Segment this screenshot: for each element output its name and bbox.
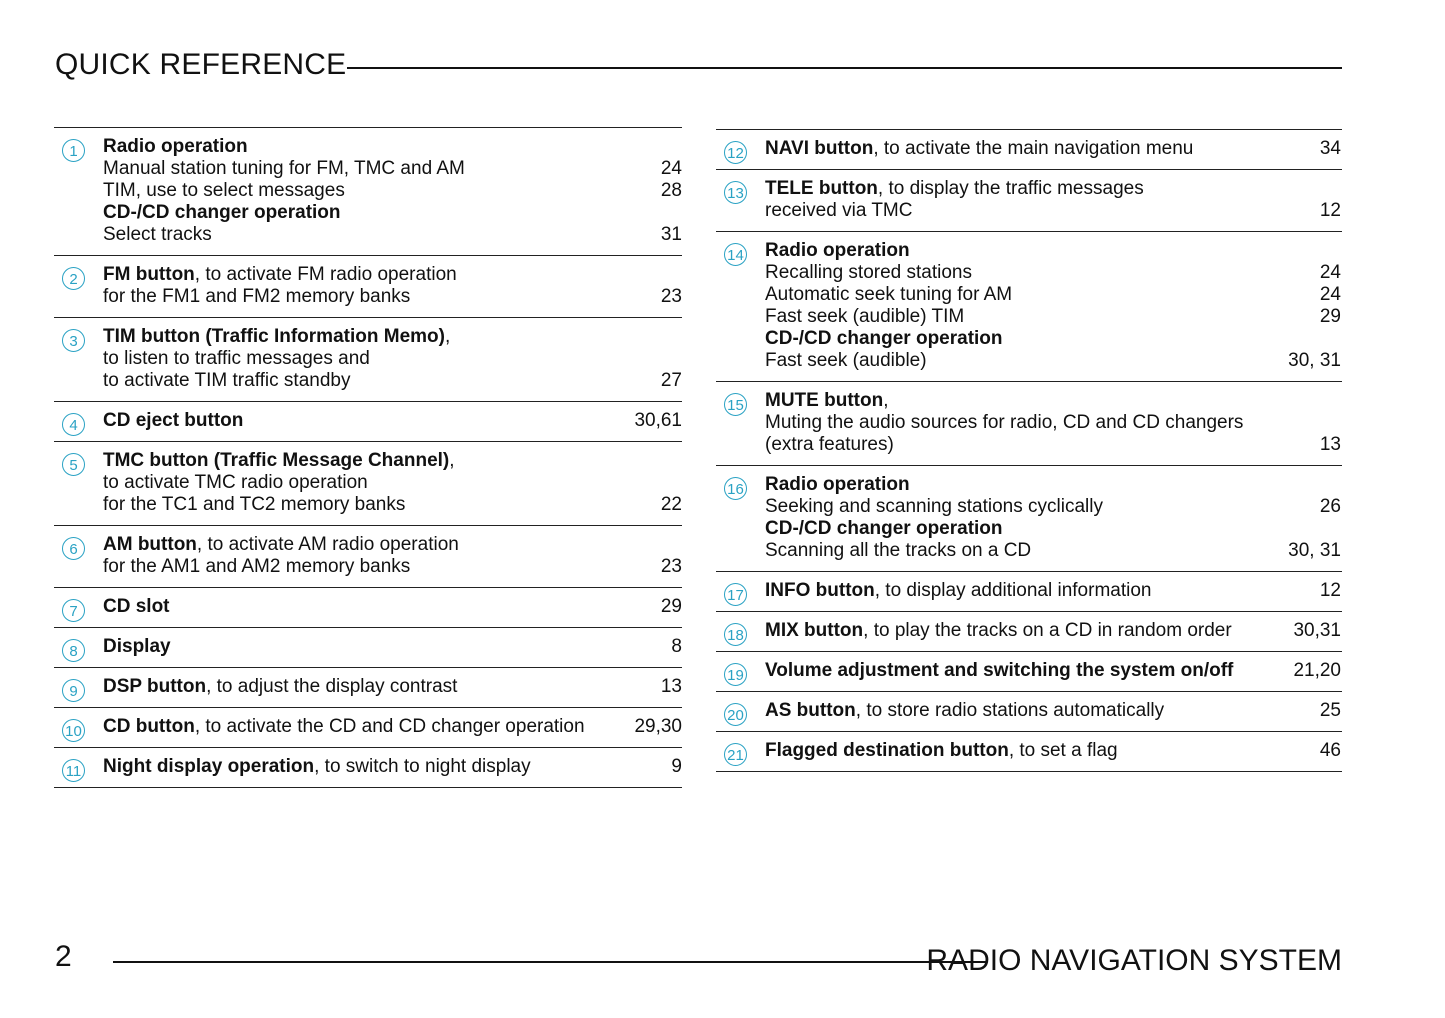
entry-description: , to display additional information [874, 580, 1152, 601]
entry-text [765, 620, 1279, 642]
entry-text [765, 200, 1306, 222]
entry-text [103, 450, 668, 472]
page-reference: 22 [660, 494, 682, 515]
page-reference: 21,20 [1293, 660, 1341, 681]
page-reference: 24 [660, 158, 682, 179]
entry-text [765, 660, 1279, 682]
item-number-badge: 2 [62, 267, 85, 290]
entry-bold-label: NAVI button [765, 138, 874, 159]
entry-text [103, 180, 647, 202]
entry-line [103, 534, 682, 556]
entry-line [103, 136, 682, 158]
entry-lines [765, 178, 1342, 222]
entry-bold-label: Display [103, 636, 171, 657]
entry-text [103, 756, 657, 778]
reference-entry [54, 256, 682, 318]
page-reference: 12 [1319, 580, 1341, 601]
entry-bold-label: MUTE button [765, 390, 884, 411]
entry-text [103, 596, 647, 618]
page-reference: 29 [1319, 306, 1341, 327]
entry-line [103, 716, 682, 738]
entry-text [103, 472, 668, 494]
item-number-badge: 7 [62, 599, 85, 622]
reference-entry [716, 170, 1342, 232]
entry-text [103, 676, 647, 698]
entry-line [765, 434, 1342, 456]
entry-line [103, 326, 682, 348]
entry-text [765, 178, 1327, 200]
entry-text [765, 740, 1306, 762]
reference-entry [54, 526, 682, 588]
item-number-badge: 1 [62, 139, 85, 162]
entry-line [103, 556, 682, 578]
entry-lines [103, 410, 682, 432]
entry-line [765, 138, 1342, 160]
reference-entry [716, 130, 1342, 170]
entry-bold-label: CD button [103, 716, 195, 737]
entry-text [765, 328, 1327, 350]
footer-title: RADIO NAVIGATION SYSTEM [926, 944, 1342, 977]
page-reference: 25 [1319, 700, 1341, 721]
entry-line [103, 676, 682, 698]
entry-text [765, 540, 1274, 562]
reference-entry [54, 668, 682, 708]
entry-text [765, 434, 1306, 456]
entry-description: (extra features) [765, 434, 894, 455]
entry-text [103, 636, 657, 658]
reference-entry [716, 652, 1342, 692]
item-number-badge: 16 [724, 477, 747, 500]
entry-line [765, 474, 1342, 496]
entry-description: to listen to traffic messages and [103, 348, 370, 369]
entry-description: TIM, use to select messages [103, 180, 345, 201]
entry-text [765, 262, 1306, 284]
item-number-badge: 11 [62, 759, 85, 782]
entry-text [103, 224, 647, 246]
entry-description: Scanning all the tracks on a CD [765, 540, 1032, 561]
reference-entry [54, 708, 682, 748]
entry-description: for the FM1 and FM2 memory banks [103, 286, 411, 307]
item-number-badge: 20 [724, 703, 747, 726]
entry-bold-label: CD slot [103, 596, 170, 617]
entry-text [765, 284, 1306, 306]
page-footer [55, 938, 1342, 982]
entry-line [765, 540, 1342, 562]
item-number-badge: 9 [62, 679, 85, 702]
page-reference: 12 [1319, 200, 1341, 221]
page-title: QUICK REFERENCE [55, 48, 347, 81]
reference-entry [716, 572, 1342, 612]
page-reference: 30, 31 [1288, 540, 1341, 561]
reference-entry [716, 466, 1342, 572]
entry-text [103, 348, 668, 370]
entry-description: Fast seek (audible) TIM [765, 306, 965, 327]
right-reference-column [716, 129, 1342, 772]
header-rule [347, 67, 1342, 69]
item-number-badge: 8 [62, 639, 85, 662]
entry-bold-label: FM button [103, 264, 195, 285]
entry-line [103, 494, 682, 516]
reference-entry [716, 382, 1342, 466]
entry-line [103, 286, 682, 308]
entry-bold-label: TIM button (Traffic Information Memo) [103, 326, 445, 347]
entry-description: , to play the tracks on a CD in random order [863, 620, 1232, 641]
entry-bold-label: Radio operation [103, 136, 248, 157]
page-reference: 23 [660, 556, 682, 577]
page-reference: 9 [671, 756, 682, 777]
item-number-badge: 18 [724, 623, 747, 646]
entry-text [103, 534, 668, 556]
reference-entry [716, 232, 1342, 382]
entry-text [765, 412, 1327, 434]
page-reference: 28 [660, 180, 682, 201]
entry-line [765, 350, 1342, 372]
entry-text [103, 202, 668, 224]
entry-line [103, 636, 682, 658]
entry-text [765, 474, 1327, 496]
entry-line [103, 180, 682, 202]
entry-line [765, 660, 1342, 682]
entry-text [103, 556, 647, 578]
reference-entry [54, 402, 682, 442]
entry-text [765, 306, 1306, 328]
entry-text [765, 390, 1327, 412]
item-number-badge: 4 [62, 413, 85, 436]
entry-line [103, 370, 682, 392]
reference-entry [54, 442, 682, 526]
entry-lines [103, 264, 682, 308]
entry-bold-label: DSP button [103, 676, 207, 697]
item-number-badge: 12 [724, 141, 747, 164]
item-number-badge: 14 [724, 243, 747, 266]
item-number-badge: 17 [724, 583, 747, 606]
entry-description: , [444, 326, 451, 347]
entry-lines [765, 660, 1342, 682]
entry-lines [103, 756, 682, 778]
page-reference: 30, 31 [1288, 350, 1341, 371]
page-number: 2 [55, 940, 72, 973]
entry-bold-label: AS button [765, 700, 856, 721]
entry-lines [765, 138, 1342, 160]
entry-description: , [883, 390, 889, 411]
entry-description: , to activate FM radio operation [194, 264, 457, 285]
entry-lines [103, 636, 682, 658]
entry-description: to activate TIM traffic standby [103, 370, 351, 391]
entry-lines [765, 390, 1342, 456]
entry-text [765, 518, 1327, 540]
entry-text [765, 138, 1306, 160]
page-reference: 29 [660, 596, 682, 617]
entry-line [765, 240, 1342, 262]
entry-line [765, 700, 1342, 722]
page-reference: 29,30 [634, 716, 682, 737]
entry-text [103, 286, 647, 308]
entry-lines [765, 240, 1342, 372]
entry-lines [103, 534, 682, 578]
entry-line [103, 410, 682, 432]
entry-text [765, 496, 1306, 518]
page-reference: 13 [660, 676, 682, 697]
item-number-badge: 15 [724, 393, 747, 416]
page-reference: 26 [1319, 496, 1341, 517]
entry-line [765, 200, 1342, 222]
entry-description: Recalling stored stations [765, 262, 972, 283]
entry-lines [103, 136, 682, 246]
page-reference: 30,31 [1293, 620, 1341, 641]
page-header [55, 46, 1342, 86]
reference-entry [54, 748, 682, 788]
entry-description: Seeking and scanning stations cyclically [765, 496, 1103, 517]
reference-entry [54, 318, 682, 402]
entry-description: , to set a flag [1008, 740, 1118, 761]
entry-line [103, 202, 682, 224]
entry-line [103, 158, 682, 180]
entry-line [765, 390, 1342, 412]
footer-rule [113, 961, 986, 963]
entry-description: for the TC1 and TC2 memory banks [103, 494, 406, 515]
entry-description: , to activate AM radio operation [196, 534, 459, 555]
entry-lines [103, 596, 682, 618]
entry-text [103, 326, 668, 348]
entry-bold-label: TELE button [765, 178, 878, 199]
entry-line [765, 306, 1342, 328]
entry-bold-label: CD-/CD changer operation [765, 518, 1003, 539]
entry-bold-label: Night display operation [103, 756, 315, 777]
entry-text [103, 410, 620, 432]
entry-bold-label: MIX button [765, 620, 864, 641]
entry-lines [103, 716, 682, 738]
item-number-badge: 6 [62, 537, 85, 560]
entry-line [103, 224, 682, 246]
entry-description: Select tracks [103, 224, 212, 245]
item-number-badge: 10 [62, 719, 85, 742]
entry-bold-label: CD eject button [103, 410, 244, 431]
entry-lines [765, 474, 1342, 562]
entry-lines [765, 620, 1342, 642]
entry-description: , to activate the main navigation menu [873, 138, 1194, 159]
entry-lines [103, 326, 682, 392]
item-number-badge: 5 [62, 453, 85, 476]
entry-bold-label: CD-/CD changer operation [765, 328, 1003, 349]
entry-description: Fast seek (audible) [765, 350, 927, 371]
entry-bold-label: CD-/CD changer operation [103, 202, 341, 223]
entry-text [765, 240, 1327, 262]
entry-description: , to display the traffic messages [877, 178, 1144, 199]
entry-line [765, 620, 1342, 642]
entry-lines [103, 676, 682, 698]
item-number-badge: 21 [724, 743, 747, 766]
entry-line [103, 264, 682, 286]
entry-description: , to store radio stations automatically [855, 700, 1165, 721]
reference-entry [54, 588, 682, 628]
entry-bold-label: Flagged destination button [765, 740, 1009, 761]
reference-entry [716, 612, 1342, 652]
page-reference: 27 [660, 370, 682, 391]
page-reference: 31 [660, 224, 682, 245]
item-number-badge: 13 [724, 181, 747, 204]
entry-line [765, 496, 1342, 518]
entry-description: for the AM1 and AM2 memory banks [103, 556, 411, 577]
entry-line [765, 518, 1342, 540]
item-number-badge: 3 [62, 329, 85, 352]
page-reference: 24 [1319, 262, 1341, 283]
entry-line [103, 450, 682, 472]
entry-description: , to adjust the display contrast [206, 676, 458, 697]
page-reference: 34 [1319, 138, 1341, 159]
entry-line [765, 580, 1342, 602]
entry-bold-label: Radio operation [765, 240, 910, 261]
entry-lines [765, 580, 1342, 602]
entry-lines [765, 740, 1342, 762]
entry-text [103, 370, 647, 392]
entry-line [103, 348, 682, 370]
entry-text [765, 700, 1306, 722]
item-number-badge: 19 [724, 663, 747, 686]
page-reference: 23 [660, 286, 682, 307]
entry-line [765, 328, 1342, 350]
reference-entry [716, 732, 1342, 772]
entry-line [103, 756, 682, 778]
reference-entry [716, 692, 1342, 732]
entry-line [765, 740, 1342, 762]
entry-line [765, 178, 1342, 200]
entry-text [765, 350, 1274, 372]
entry-description: , [449, 450, 455, 471]
page-reference: 24 [1319, 284, 1341, 305]
entry-description: , to switch to night display [314, 756, 531, 777]
reference-entry [54, 628, 682, 668]
entry-description: , to activate the CD and CD changer operation [194, 716, 585, 737]
page-reference: 30,61 [634, 410, 682, 431]
entry-description: Muting the audio sources for radio, CD and CD changers [765, 412, 1244, 433]
entry-line [103, 472, 682, 494]
entry-description: to activate TMC radio operation [103, 472, 368, 493]
entry-text [765, 580, 1306, 602]
page-reference: 46 [1319, 740, 1341, 761]
entry-description: received via TMC [765, 200, 913, 221]
entry-text [103, 136, 668, 158]
entry-line [765, 284, 1342, 306]
entry-bold-label: INFO button [765, 580, 875, 601]
entry-line [765, 262, 1342, 284]
entry-bold-label: Volume adjustment and switching the system on/off [765, 660, 1234, 681]
entry-lines [103, 450, 682, 516]
entry-text [103, 264, 668, 286]
entry-bold-label: AM button [103, 534, 197, 555]
entry-line [103, 596, 682, 618]
entry-lines [765, 700, 1342, 722]
entry-description: Automatic seek tuning for AM [765, 284, 1013, 305]
entry-description: Manual station tuning for FM, TMC and AM [103, 158, 465, 179]
page-reference: 8 [671, 636, 682, 657]
reference-entry [54, 128, 682, 256]
entry-text [103, 716, 620, 738]
page-reference: 13 [1319, 434, 1341, 455]
left-reference-column [54, 127, 682, 788]
entry-line [765, 412, 1342, 434]
entry-text [103, 494, 647, 516]
entry-bold-label: Radio operation [765, 474, 910, 495]
entry-text [103, 158, 647, 180]
entry-bold-label: TMC button (Traffic Message Channel) [103, 450, 450, 471]
